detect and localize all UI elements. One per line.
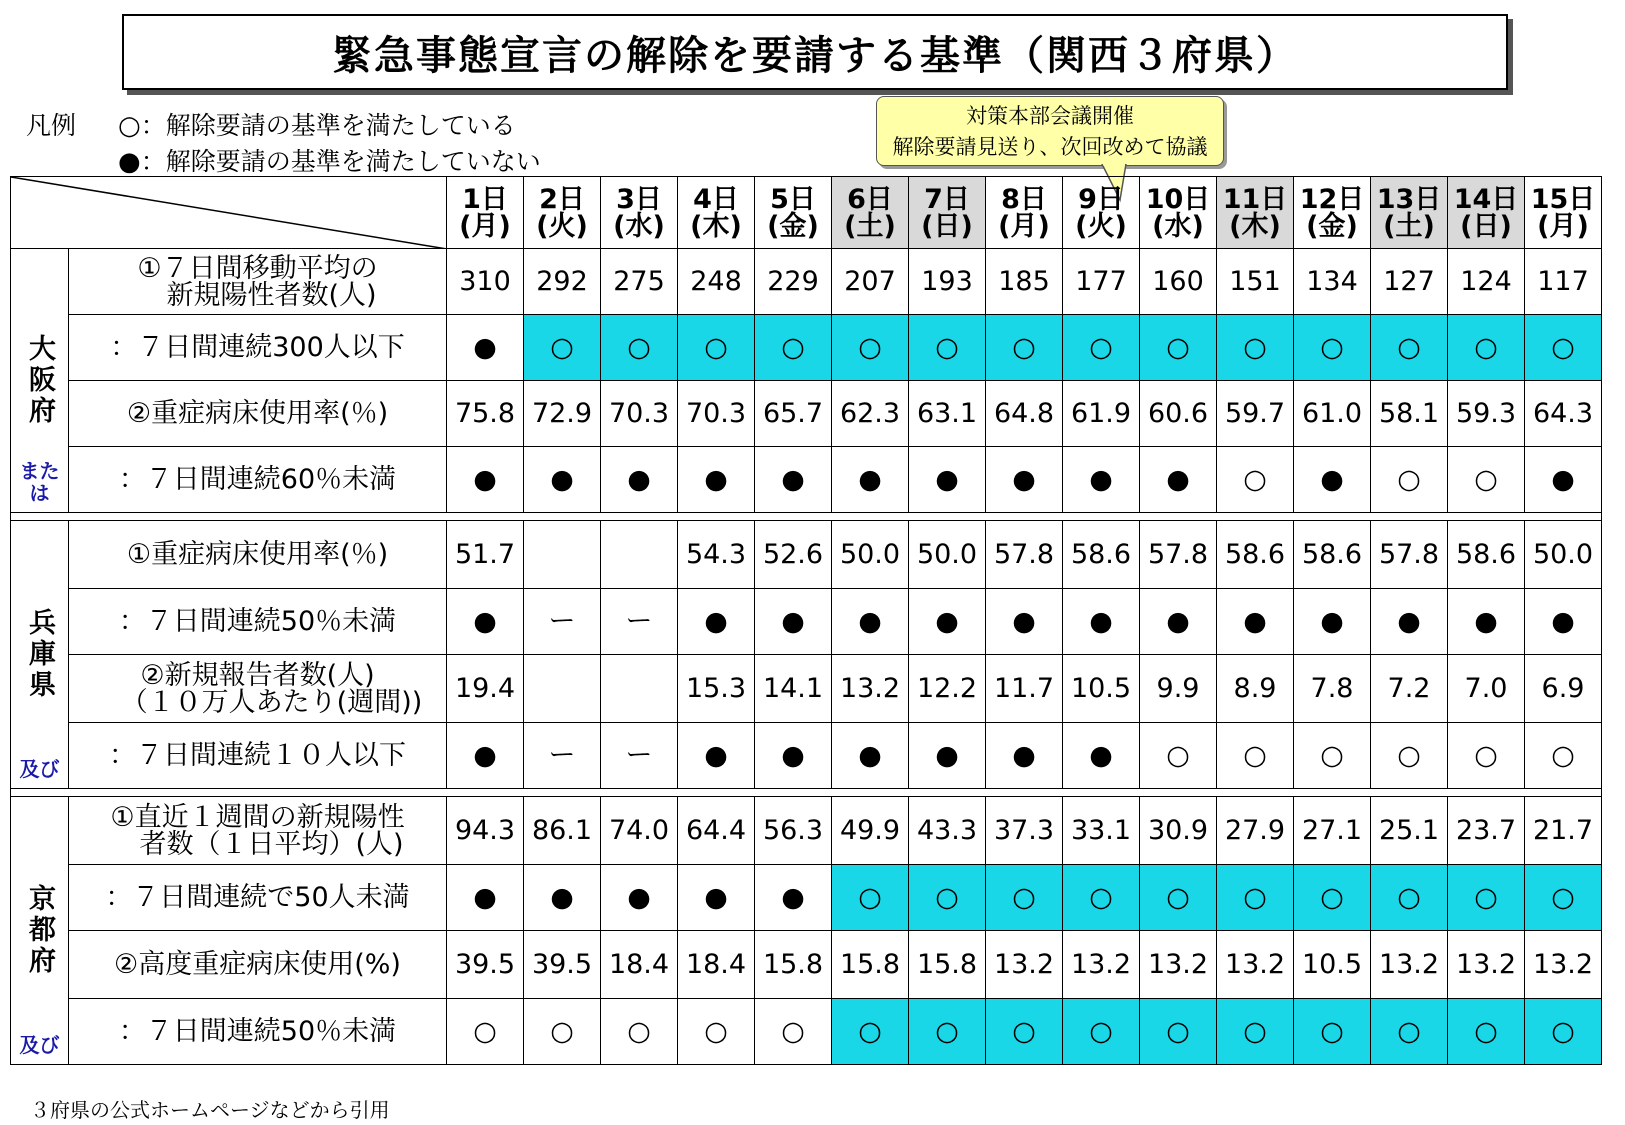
metric-value: 13.2 — [1525, 931, 1602, 999]
metric-value: 57.8 — [1140, 521, 1217, 589]
criterion-met-icon: ○ — [1063, 315, 1140, 381]
metric-value: 207 — [832, 249, 909, 315]
criterion-label-line: （１０万人あたり(週間)) — [120, 686, 423, 718]
criterion-not-met-icon: ● — [447, 589, 524, 655]
metric-value: 94.3 — [447, 797, 524, 865]
metric-value: 57.8 — [1371, 521, 1448, 589]
metric-value: 292 — [524, 249, 601, 315]
metric-value: 15.8 — [832, 931, 909, 999]
metric-value: 127 — [1371, 249, 1448, 315]
metric-value — [601, 655, 678, 723]
metric-value: 72.9 — [524, 381, 601, 447]
prefecture-conjunction: 及び — [19, 1033, 60, 1057]
callout-line-1: 対策本部会議開催 — [966, 104, 1134, 128]
criterion-not-met-icon: ● — [678, 447, 755, 513]
day-weekday: (水) — [1152, 210, 1204, 242]
metric-value: 57.8 — [986, 521, 1063, 589]
metric-value: 86.1 — [524, 797, 601, 865]
day-weekday: (木) — [1229, 210, 1281, 242]
metric-value: 14.1 — [755, 655, 832, 723]
metric-value: 151 — [1217, 249, 1294, 315]
day-header — [1525, 177, 1602, 249]
metric-value: 117 — [1525, 249, 1602, 315]
metric-value: 58.6 — [1063, 521, 1140, 589]
metric-value: 70.3 — [678, 381, 755, 447]
metric-value: 21.7 — [1525, 797, 1602, 865]
day-header — [909, 177, 986, 249]
metric-value: 193 — [909, 249, 986, 315]
criterion-label-line: ②高度重症病床使用(%) — [114, 949, 401, 980]
day-date: 2日 — [539, 183, 585, 215]
criterion-label — [69, 931, 447, 999]
criterion-label-line: ①７日間移動平均の — [137, 252, 378, 284]
criterion-value-row — [11, 521, 1602, 589]
metric-value: 33.1 — [1063, 797, 1140, 865]
filled-circle-icon: ● — [118, 147, 141, 177]
criterion-met-icon: ○ — [1063, 865, 1140, 931]
prefecture-name: 兵庫県 — [24, 608, 55, 701]
day-header — [678, 177, 755, 249]
metric-value: 59.7 — [1217, 381, 1294, 447]
day-date: 3日 — [616, 183, 662, 215]
criterion-not-met-icon: ● — [755, 865, 832, 931]
criterion-not-met-icon: ● — [524, 447, 601, 513]
metric-value: 39.5 — [447, 931, 524, 999]
day-date: 8日 — [1001, 183, 1047, 215]
page-title: 緊急事態宣言の解除を要請する基準（関西３府県） — [122, 14, 1508, 90]
criterion-threshold — [69, 723, 447, 789]
metric-value: 12.2 — [909, 655, 986, 723]
metric-value: 11.7 — [986, 655, 1063, 723]
day-date: 6日 — [847, 183, 893, 215]
criterion-met-icon: ○ — [1294, 315, 1371, 381]
criterion-met-icon: ○ — [1294, 999, 1371, 1065]
criterion-met-icon: ○ — [601, 315, 678, 381]
metric-value: 54.3 — [678, 521, 755, 589]
prefecture-name: 大阪府 — [24, 334, 55, 427]
criterion-met-icon: ○ — [1294, 723, 1371, 789]
criterion-met-icon: ○ — [1525, 865, 1602, 931]
day-weekday: (火) — [536, 210, 588, 242]
day-date: 15日 — [1530, 183, 1596, 215]
metric-value: 37.3 — [986, 797, 1063, 865]
criterion-met-icon: ○ — [1217, 447, 1294, 513]
metric-value: 64.8 — [986, 381, 1063, 447]
criterion-met-icon: ○ — [1140, 315, 1217, 381]
day-header — [524, 177, 601, 249]
criterion-met-icon: ○ — [1371, 723, 1448, 789]
day-weekday: (土) — [844, 210, 896, 242]
criterion-met-icon: ○ — [447, 999, 524, 1065]
metric-value: 30.9 — [1140, 797, 1217, 865]
criterion-label-line: 者数（１日平均）(人) — [139, 828, 404, 860]
criterion-met-icon: ○ — [1371, 447, 1448, 513]
criterion-met-icon: ○ — [1063, 999, 1140, 1065]
metric-value: 10.5 — [1063, 655, 1140, 723]
criterion-not-met-icon: ● — [601, 865, 678, 931]
criterion-met-icon: ○ — [524, 999, 601, 1065]
criterion-not-met-icon: ● — [832, 723, 909, 789]
criterion-value-row — [11, 381, 1602, 447]
metric-value: 177 — [1063, 249, 1140, 315]
criterion-met-icon: ○ — [1371, 999, 1448, 1065]
metric-value: 19.4 — [447, 655, 524, 723]
day-weekday: (木) — [690, 210, 742, 242]
criterion-met-icon: ○ — [986, 999, 1063, 1065]
criterion-met-icon: ○ — [678, 315, 755, 381]
metric-value: 60.6 — [1140, 381, 1217, 447]
criterion-threshold-line: ：７日間連続50％未満 — [118, 606, 397, 637]
metric-value: 18.4 — [678, 931, 755, 999]
criterion-threshold — [69, 447, 447, 513]
metric-value: 15.3 — [678, 655, 755, 723]
criterion-threshold-line: ：７日間連続60％未満 — [118, 464, 397, 495]
metric-value: 64.4 — [678, 797, 755, 865]
day-header — [1294, 177, 1371, 249]
day-date: 7日 — [924, 183, 970, 215]
callout-line-2: 解除要請見送り、次回改めて協議 — [892, 135, 1208, 159]
criterion-threshold — [69, 865, 447, 931]
criterion-not-met-icon: ● — [986, 589, 1063, 655]
criterion-met-icon: ○ — [832, 999, 909, 1065]
criterion-not-met-icon: ● — [1294, 447, 1371, 513]
day-weekday: (月) — [1537, 210, 1589, 242]
day-date: 14日 — [1453, 183, 1519, 215]
criterion-label-line: ①直近１週間の新規陽性 — [110, 801, 405, 833]
criterion-met-icon: ○ — [755, 315, 832, 381]
criterion-not-met-icon: ● — [1371, 589, 1448, 655]
metric-value: 185 — [986, 249, 1063, 315]
criterion-threshold — [69, 315, 447, 381]
prefecture-name: 京都府 — [24, 884, 55, 977]
criterion-threshold-line: ：７日間連続50％未満 — [118, 1016, 397, 1047]
legend-met — [26, 106, 516, 142]
criterion-not-met-icon: ● — [986, 723, 1063, 789]
criterion-label-line: ①重症病床使用率(％) — [126, 539, 389, 570]
day-weekday: (土) — [1383, 210, 1435, 242]
criterion-not-met-icon: ● — [678, 723, 755, 789]
metric-value: 275 — [601, 249, 678, 315]
metric-value: 58.6 — [1294, 521, 1371, 589]
metric-value: 134 — [1294, 249, 1371, 315]
metric-value — [524, 655, 601, 723]
prefecture-conjunction: または — [19, 459, 60, 505]
criterion-label-line: ②新規報告者数(人) — [140, 659, 375, 691]
metric-value: 13.2 — [832, 655, 909, 723]
metric-value: 13.2 — [1448, 931, 1525, 999]
day-weekday: (日) — [1460, 210, 1512, 242]
criterion-met-icon: ○ — [909, 315, 986, 381]
criterion-not-met-icon: ● — [755, 447, 832, 513]
criterion-not-met-icon: ● — [1140, 447, 1217, 513]
criterion-not-met-icon: ● — [1140, 589, 1217, 655]
source-note: ３府県の公式ホームページなどから引用 — [30, 1098, 390, 1122]
metric-value: 43.3 — [909, 797, 986, 865]
criterion-not-met-icon: ● — [1525, 589, 1602, 655]
criterion-met-icon: ○ — [1140, 865, 1217, 931]
criterion-met-icon: ○ — [1217, 999, 1294, 1065]
criterion-met-icon: ○ — [986, 865, 1063, 931]
no-data-dash: ー — [524, 723, 601, 789]
day-header — [1448, 177, 1525, 249]
metric-value: 7.0 — [1448, 655, 1525, 723]
section-separator — [11, 513, 1602, 521]
metric-value: 62.3 — [832, 381, 909, 447]
metric-value: 13.2 — [1217, 931, 1294, 999]
metric-value: 58.6 — [1448, 521, 1525, 589]
criterion-met-icon: ○ — [909, 999, 986, 1065]
metric-value — [601, 521, 678, 589]
metric-value: 63.1 — [909, 381, 986, 447]
metric-value: 310 — [447, 249, 524, 315]
metric-value: 49.9 — [832, 797, 909, 865]
criterion-met-icon: ○ — [1371, 865, 1448, 931]
day-weekday: (水) — [613, 210, 665, 242]
day-header — [1063, 177, 1140, 249]
day-date: 4日 — [693, 183, 739, 215]
metric-value: 160 — [1140, 249, 1217, 315]
criterion-not-met-icon: ● — [1063, 447, 1140, 513]
metric-value: 13.2 — [1371, 931, 1448, 999]
criterion-not-met-icon: ● — [832, 447, 909, 513]
criterion-not-met-icon: ● — [1217, 589, 1294, 655]
criterion-not-met-icon: ● — [678, 865, 755, 931]
criterion-met-icon: ○ — [1217, 723, 1294, 789]
criterion-not-met-icon: ● — [1063, 723, 1140, 789]
metric-value: 27.9 — [1217, 797, 1294, 865]
criterion-status-row — [11, 447, 1602, 513]
metric-value: 58.6 — [1217, 521, 1294, 589]
criterion-value-row — [11, 931, 1602, 999]
metric-value: 52.6 — [755, 521, 832, 589]
criterion-value-row — [11, 249, 1602, 315]
criterion-met-icon: ○ — [755, 999, 832, 1065]
criterion-threshold-line: ：７日間連続で50人未満 — [105, 882, 410, 913]
criterion-met-icon: ○ — [524, 315, 601, 381]
criterion-met-icon: ○ — [1525, 723, 1602, 789]
metric-value: 51.7 — [447, 521, 524, 589]
criterion-not-met-icon: ● — [447, 447, 524, 513]
metric-value: 7.8 — [1294, 655, 1371, 723]
metric-value: 6.9 — [1525, 655, 1602, 723]
criteria-table — [10, 176, 1602, 1065]
criterion-met-icon: ○ — [1294, 865, 1371, 931]
criterion-met-icon: ○ — [1448, 447, 1525, 513]
criterion-met-icon: ○ — [1217, 315, 1294, 381]
criterion-label — [69, 381, 447, 447]
criterion-threshold-line: ：７日間連続300人以下 — [110, 332, 405, 363]
criterion-not-met-icon: ● — [755, 589, 832, 655]
criterion-status-row — [11, 315, 1602, 381]
day-header — [1371, 177, 1448, 249]
criterion-not-met-icon: ● — [909, 447, 986, 513]
metric-value: 8.9 — [1217, 655, 1294, 723]
legend-label: 凡例 — [26, 111, 77, 140]
metric-value: 61.9 — [1063, 381, 1140, 447]
criterion-label-line: ②重症病床使用率(％) — [126, 398, 389, 429]
criterion-met-icon: ○ — [601, 999, 678, 1065]
day-header — [601, 177, 678, 249]
criterion-not-met-icon: ● — [447, 723, 524, 789]
criterion-threshold-line: ：７日間連続１０人以下 — [109, 740, 406, 771]
metric-value: 56.3 — [755, 797, 832, 865]
criterion-not-met-icon: ● — [909, 723, 986, 789]
metric-value: 65.7 — [755, 381, 832, 447]
prefecture-name-cell — [11, 797, 69, 1065]
corner-cell — [11, 177, 447, 249]
day-header — [755, 177, 832, 249]
criterion-label-line: 新規陽性者数(人) — [166, 279, 377, 311]
criterion-status-row — [11, 589, 1602, 655]
prefecture-name-cell — [11, 521, 69, 789]
metric-value: 10.5 — [1294, 931, 1371, 999]
day-date: 11日 — [1222, 183, 1288, 215]
criterion-not-met-icon: ● — [447, 315, 524, 381]
metric-value: 27.1 — [1294, 797, 1371, 865]
criterion-met-icon: ○ — [1217, 865, 1294, 931]
criterion-label — [69, 797, 447, 865]
day-weekday: (金) — [1306, 210, 1358, 242]
day-weekday: (金) — [767, 210, 819, 242]
criterion-threshold — [69, 589, 447, 655]
metric-value: 50.0 — [832, 521, 909, 589]
criterion-met-icon: ○ — [1371, 315, 1448, 381]
day-weekday: (月) — [459, 210, 511, 242]
criterion-value-row — [11, 655, 1602, 723]
metric-value: 15.8 — [755, 931, 832, 999]
metric-value — [524, 521, 601, 589]
metric-value: 229 — [755, 249, 832, 315]
metric-value: 13.2 — [986, 931, 1063, 999]
callout-note — [876, 96, 1224, 166]
criterion-met-icon: ○ — [1448, 999, 1525, 1065]
no-data-dash: ー — [524, 589, 601, 655]
criterion-status-row — [11, 999, 1602, 1065]
criterion-met-icon: ○ — [1525, 315, 1602, 381]
criterion-met-icon: ○ — [1448, 315, 1525, 381]
metric-value: 7.2 — [1371, 655, 1448, 723]
criterion-met-icon: ○ — [1140, 723, 1217, 789]
metric-value: 50.0 — [909, 521, 986, 589]
criterion-label — [69, 655, 447, 723]
legend-not-met-text: ：解除要請の基準を満たしていない — [140, 147, 541, 176]
criterion-value-row — [11, 797, 1602, 865]
no-data-dash: ー — [601, 723, 678, 789]
criterion-not-met-icon: ● — [1294, 589, 1371, 655]
criterion-met-icon: ○ — [1448, 865, 1525, 931]
metric-value: 13.2 — [1063, 931, 1140, 999]
metric-value: 23.7 — [1448, 797, 1525, 865]
day-date: 9日 — [1078, 183, 1124, 215]
criterion-not-met-icon: ● — [447, 865, 524, 931]
criterion-met-icon: ○ — [909, 865, 986, 931]
criterion-status-row — [11, 865, 1602, 931]
day-header — [1217, 177, 1294, 249]
legend-not-met — [26, 142, 541, 178]
day-date: 12日 — [1299, 183, 1365, 215]
legend-met-text: ：解除要請の基準を満たしている — [140, 111, 516, 140]
separator-cell — [11, 513, 1602, 521]
criterion-label — [69, 521, 447, 589]
day-weekday: (日) — [921, 210, 973, 242]
section-separator — [11, 789, 1602, 797]
open-circle-icon: ○ — [118, 111, 141, 141]
separator-cell — [11, 789, 1602, 797]
day-weekday: (火) — [1075, 210, 1127, 242]
metric-value: 25.1 — [1371, 797, 1448, 865]
metric-value: 74.0 — [601, 797, 678, 865]
metric-value: 39.5 — [524, 931, 601, 999]
metric-value: 50.0 — [1525, 521, 1602, 589]
criterion-not-met-icon: ● — [1063, 589, 1140, 655]
criterion-met-icon: ○ — [1525, 999, 1602, 1065]
day-date: 10日 — [1145, 183, 1211, 215]
metric-value: 64.3 — [1525, 381, 1602, 447]
day-header — [1140, 177, 1217, 249]
criterion-met-icon: ○ — [832, 315, 909, 381]
criterion-met-icon: ○ — [986, 315, 1063, 381]
criterion-not-met-icon: ● — [678, 589, 755, 655]
criterion-met-icon: ○ — [832, 865, 909, 931]
day-date: 5日 — [770, 183, 816, 215]
criterion-met-icon: ○ — [678, 999, 755, 1065]
metric-value: 58.1 — [1371, 381, 1448, 447]
day-header — [986, 177, 1063, 249]
criterion-label — [69, 249, 447, 315]
metric-value: 15.8 — [909, 931, 986, 999]
prefecture-conjunction: 及び — [19, 757, 60, 781]
day-header — [832, 177, 909, 249]
criterion-met-icon: ○ — [1448, 723, 1525, 789]
criterion-status-row — [11, 723, 1602, 789]
metric-value: 124 — [1448, 249, 1525, 315]
criterion-not-met-icon: ● — [832, 589, 909, 655]
metric-value: 13.2 — [1140, 931, 1217, 999]
prefecture-name-cell — [11, 249, 69, 513]
metric-value: 70.3 — [601, 381, 678, 447]
metric-value: 248 — [678, 249, 755, 315]
criterion-met-icon: ○ — [1140, 999, 1217, 1065]
metric-value: 59.3 — [1448, 381, 1525, 447]
metric-value: 9.9 — [1140, 655, 1217, 723]
criterion-not-met-icon: ● — [601, 447, 678, 513]
metric-value: 75.8 — [447, 381, 524, 447]
criterion-not-met-icon: ● — [909, 589, 986, 655]
metric-value: 61.0 — [1294, 381, 1371, 447]
criterion-not-met-icon: ● — [755, 723, 832, 789]
day-header — [447, 177, 524, 249]
day-date: 13日 — [1376, 183, 1442, 215]
no-data-dash: ー — [601, 589, 678, 655]
criterion-not-met-icon: ● — [1525, 447, 1602, 513]
day-date: 1日 — [462, 183, 508, 215]
criterion-not-met-icon: ● — [524, 865, 601, 931]
criterion-not-met-icon: ● — [986, 447, 1063, 513]
criterion-threshold — [69, 999, 447, 1065]
header-row — [11, 177, 1602, 249]
day-weekday: (月) — [998, 210, 1050, 242]
metric-value: 18.4 — [601, 931, 678, 999]
diagonal-line — [11, 177, 447, 249]
criterion-not-met-icon: ● — [1448, 589, 1525, 655]
